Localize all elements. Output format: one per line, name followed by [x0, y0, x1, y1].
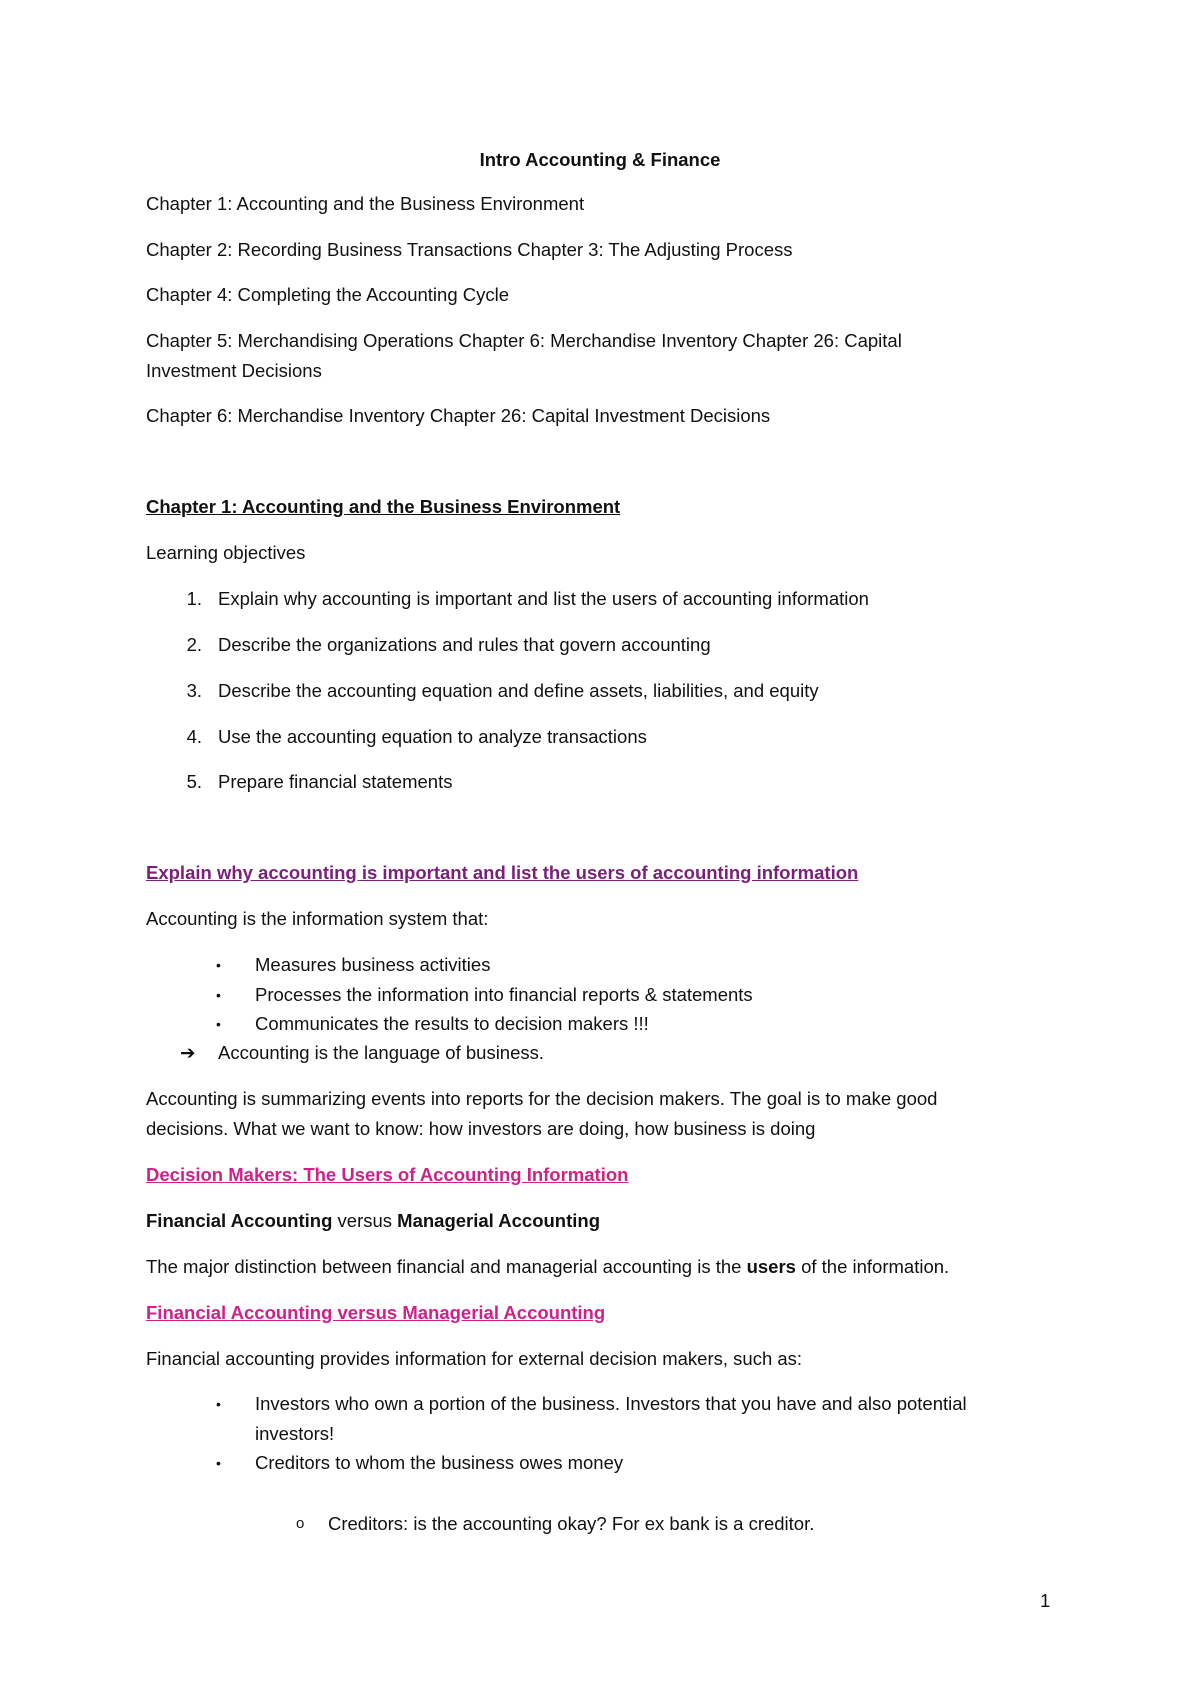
section3-bullet-1-line-2: investors!: [255, 1423, 335, 1444]
objective-text-1: Explain why accounting is important and list the users of accounting information: [218, 588, 869, 609]
toc-line-6: Chapter 6: Merchandise Inventory Chapter 26: Capital Investment Decisions: [146, 405, 771, 426]
objective-number-4: 4.: [186, 726, 202, 747]
chapter-heading: Chapter 1: Accounting and the Business Environment: [146, 496, 621, 517]
managerial-accounting-label: Managerial Accounting: [397, 1210, 601, 1231]
section1-paragraph-line-1: Accounting is summarizing events into reports for the decision makers. The goal is to make good: [146, 1088, 938, 1109]
toc-line-5: Investment Decisions: [146, 360, 322, 381]
section3-bullet-1-line-1: Investors who own a portion of the business. Investors that you have and also potential: [255, 1393, 967, 1414]
section3-sub-bullet: Creditors: is the accounting okay? For ex bank is a creditor.: [328, 1513, 815, 1534]
section2-distinction: [146, 1252, 949, 1282]
section1-intro: Accounting is the information system that:: [146, 908, 489, 929]
objective-number-2: 2.: [186, 634, 202, 655]
objective-number-1: 1.: [186, 588, 202, 609]
financial-accounting-label: Financial Accounting: [146, 1210, 333, 1231]
distinction-part-1: The major distinction between financial and managerial accounting is the: [146, 1256, 747, 1277]
versus-label: versus: [332, 1210, 398, 1231]
objective-text-4: Use the accounting equation to analyze transactions: [218, 726, 647, 747]
toc-line-4: Chapter 5: Merchandising Operations Chapter 6: Merchandise Inventory Chapter 26: Capital: [146, 330, 902, 351]
learning-objectives-label: Learning objectives: [146, 542, 306, 563]
distinction-part-3: of the information.: [795, 1256, 950, 1277]
section2-heading: Decision Makers: The Users of Accounting Information: [146, 1164, 629, 1185]
section1-bullet-1: Measures business activities: [255, 954, 491, 975]
section1-bullet-2: Processes the information into financial reports & statements: [255, 984, 753, 1005]
bullet-icon: •: [216, 957, 221, 973]
section3-intro: Financial accounting provides information for external decision makers, such as:: [146, 1348, 803, 1369]
section3-bullet-2: Creditors to whom the business owes money: [255, 1452, 624, 1473]
toc-line-2: Chapter 2: Recording Business Transactions Chapter 3: The Adjusting Process: [146, 239, 793, 260]
bullet-icon: •: [216, 1455, 221, 1471]
distinction-users: users: [746, 1256, 796, 1277]
objective-text-3: Describe the accounting equation and define assets, liabilities, and equity: [218, 680, 819, 701]
section1-bullet-3: Communicates the results to decision makers !!!: [255, 1013, 649, 1034]
toc-line-1: Chapter 1: Accounting and the Business Environment: [146, 193, 585, 214]
bullet-icon: •: [216, 987, 221, 1003]
section2-subtitle: [146, 1206, 600, 1236]
section1-heading: Explain why accounting is important and list the users of accounting information: [146, 862, 859, 883]
objective-number-3: 3.: [186, 680, 202, 701]
document-title: Intro Accounting & Finance: [479, 149, 721, 170]
section3-heading: Financial Accounting versus Managerial Accounting: [146, 1302, 606, 1323]
objective-text-2: Describe the organizations and rules that govern accounting: [218, 634, 711, 655]
objective-number-5: 5.: [186, 771, 202, 792]
toc-line-3: Chapter 4: Completing the Accounting Cycle: [146, 284, 510, 305]
arrow-right-icon: ➔: [180, 1042, 196, 1063]
bullet-icon: •: [216, 1396, 221, 1412]
objective-text-5: Prepare financial statements: [218, 771, 453, 792]
bullet-icon: •: [216, 1016, 221, 1032]
sub-bullet-icon: o: [296, 1515, 305, 1532]
page-number: 1: [1040, 1590, 1051, 1611]
section1-arrow-text: Accounting is the language of business.: [218, 1042, 545, 1063]
section1-paragraph-line-2: decisions. What we want to know: how investors are doing, how business is doing: [146, 1118, 816, 1139]
